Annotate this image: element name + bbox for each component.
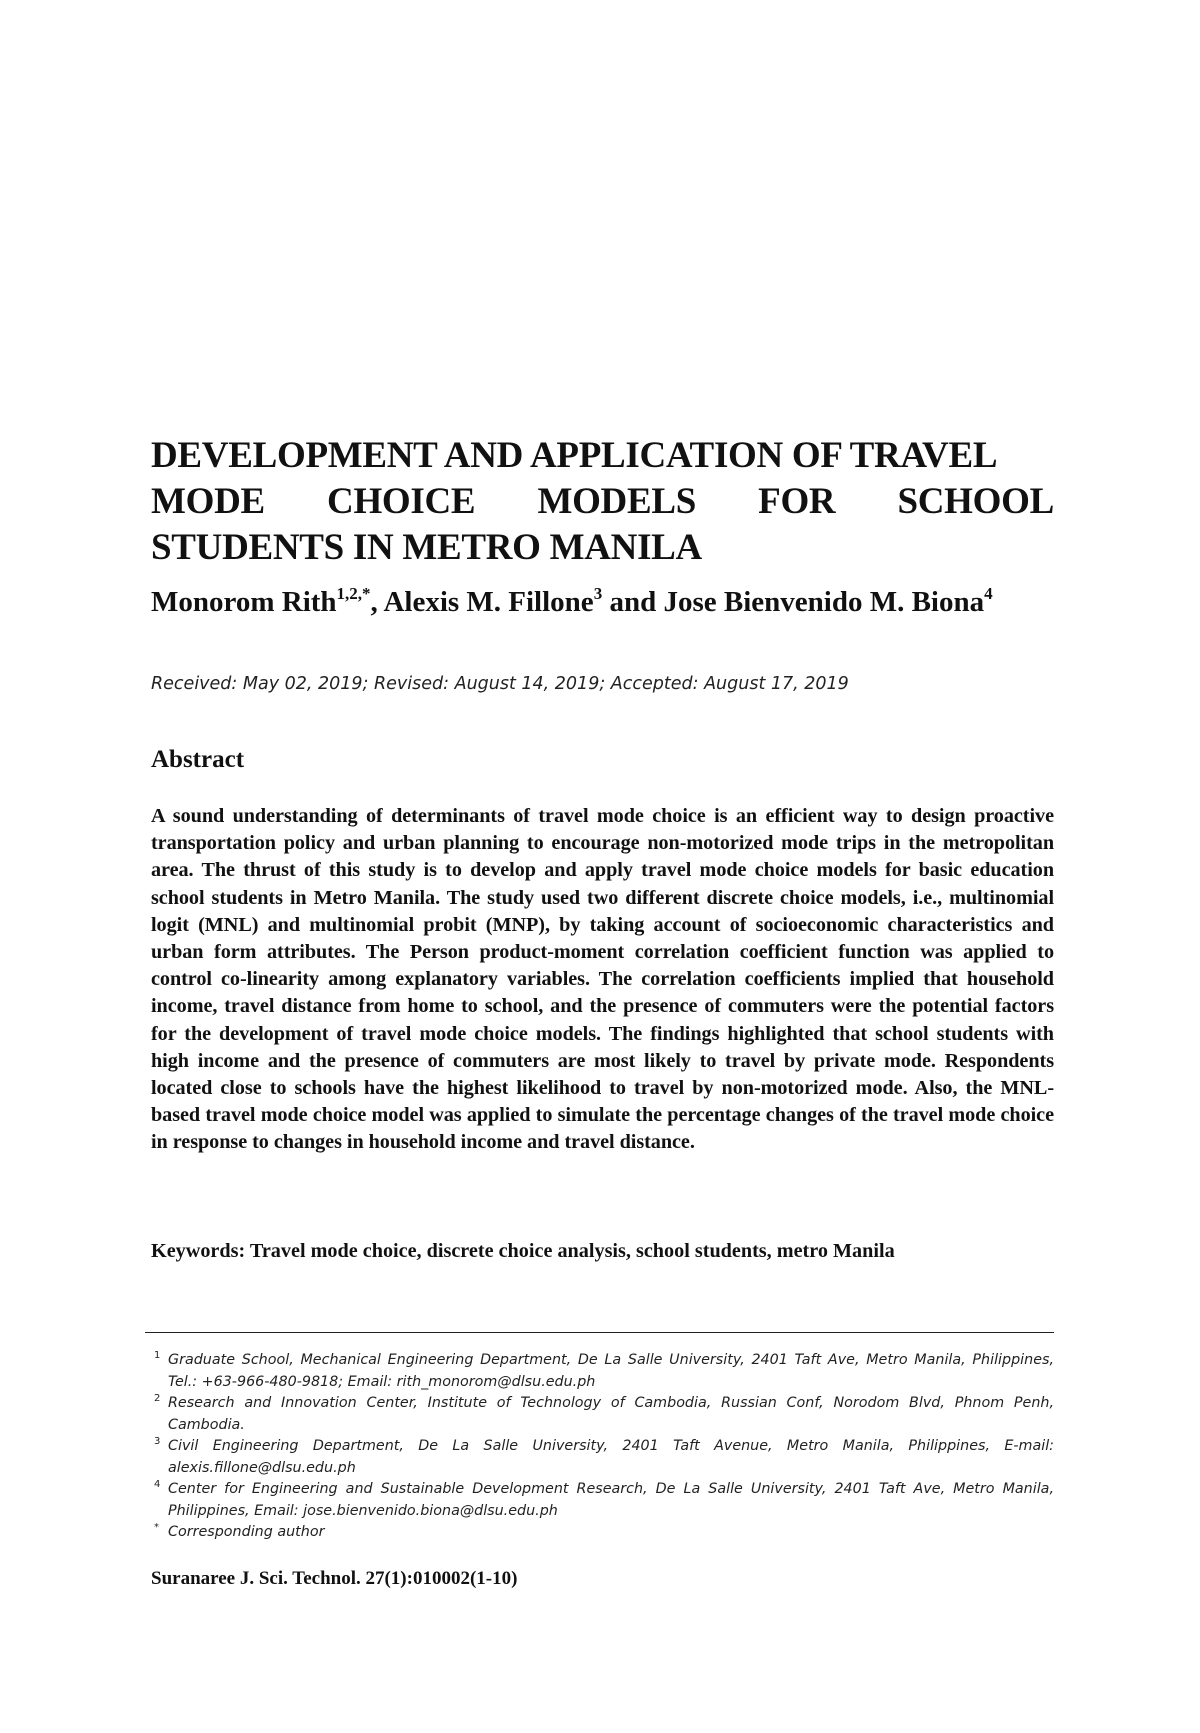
author-affiliation: 4 — [984, 584, 993, 603]
footnote-text: Graduate School, Mechanical Engineering Department, De La Salle University, 2401 Taft Ave, Metro Manila, Philippines, Tel.: +63-966-480-9818; Email: rith_monorom@dlsu.edu.ph — [168, 1352, 1054, 1390]
footnote-mark: 1 — [154, 1350, 161, 1361]
author-affiliation: 3 — [593, 584, 603, 603]
footnotes — [151, 1350, 1054, 1544]
abstract-heading: Abstract — [151, 746, 245, 773]
footnote-item — [151, 1522, 1054, 1544]
author-name: Monorom Rith — [151, 586, 337, 618]
title-line-2: MODE CHOICE MODELS FOR SCHOOL — [151, 481, 1054, 522]
footnote-item — [151, 1350, 1054, 1393]
author-list — [151, 583, 1054, 622]
footnote-text: Research and Innovation Center, Institute of Technology of Cambodia, Russian Conf, Norodom Blvd, Phnom Penh, Cambodia. — [168, 1395, 1054, 1433]
title-line-1: DEVELOPMENT AND APPLICATION OF TRAVEL — [151, 435, 998, 476]
footnote-divider — [145, 1332, 1054, 1333]
footnote-mark: * — [154, 1522, 159, 1533]
journal-citation: Suranaree J. Sci. Technol. 27(1):010002(1-10) — [151, 1568, 518, 1589]
footnote-mark: 3 — [154, 1436, 161, 1447]
keywords: Keywords: Travel mode choice, discrete choice analysis, school students, metro Manila — [151, 1240, 895, 1262]
abstract-body: A sound understanding of determinants of travel mode choice is an efficient way to design proactive transportation policy and urban planning to encourage non-motorized mode trips in the metropolitan area. The thrust of this study is to develop and apply travel mode choice models for basic education school students in Metro Manila. The study used two different discrete choice models, i.e., multinomial logit (MNL) and multinomial probit (MNP), by taking account of socioeconomic characteristics and urban form attributes. The Person product-moment correlation coefficient function was applied to control co-linearity among explanatory variables. The correlation coefficients implied that household income, travel distance from home to school, and the presence of commuters were the potential factors for the development of travel mode choice models. The findings highlighted that school students with high income and the presence of commuters are most likely to travel by private mode. Respondents located close to schools have the highest likelihood to travel by non-motorized mode. Also, the MNL-based travel mode choice model was applied to simulate the percentage changes of the travel mode choice in response to changes in household income and travel distance. — [151, 805, 1054, 1154]
title-line-3: STUDENTS IN METRO MANILA — [151, 527, 702, 568]
paper-page — [151, 0, 1054, 1733]
author-name: Alexis M. Fillone — [383, 586, 594, 618]
submission-dates: Received: May 02, 2019; Revised: August 14, 2019; Accepted: August 17, 2019 — [151, 674, 849, 694]
footnote-item — [151, 1393, 1054, 1436]
paper-title — [151, 433, 1054, 571]
footnote-item — [151, 1436, 1054, 1479]
footnote-item — [151, 1479, 1054, 1522]
footnote-mark: 4 — [154, 1479, 161, 1490]
author-name: Jose Bienvenido M. Biona — [663, 586, 985, 618]
footnote-text: Center for Engineering and Sustainable Development Research, De La Salle University, 2401 Taft Ave, Metro Manila, Philippines, Email: jose.bienvenido.biona@dlsu.edu.ph — [168, 1481, 1054, 1519]
author-separator: , — [370, 586, 384, 618]
footnote-text: Civil Engineering Department, De La Salle University, 2401 Taft Avenue, Metro Manila, Philippines, E-mail: alexis.fillone@dlsu.edu.ph — [168, 1438, 1054, 1476]
footnote-text: Corresponding author — [168, 1524, 325, 1540]
footnote-mark: 2 — [154, 1393, 161, 1404]
author-separator: and — [602, 586, 664, 618]
author-affiliation: 1,2,* — [336, 584, 371, 603]
